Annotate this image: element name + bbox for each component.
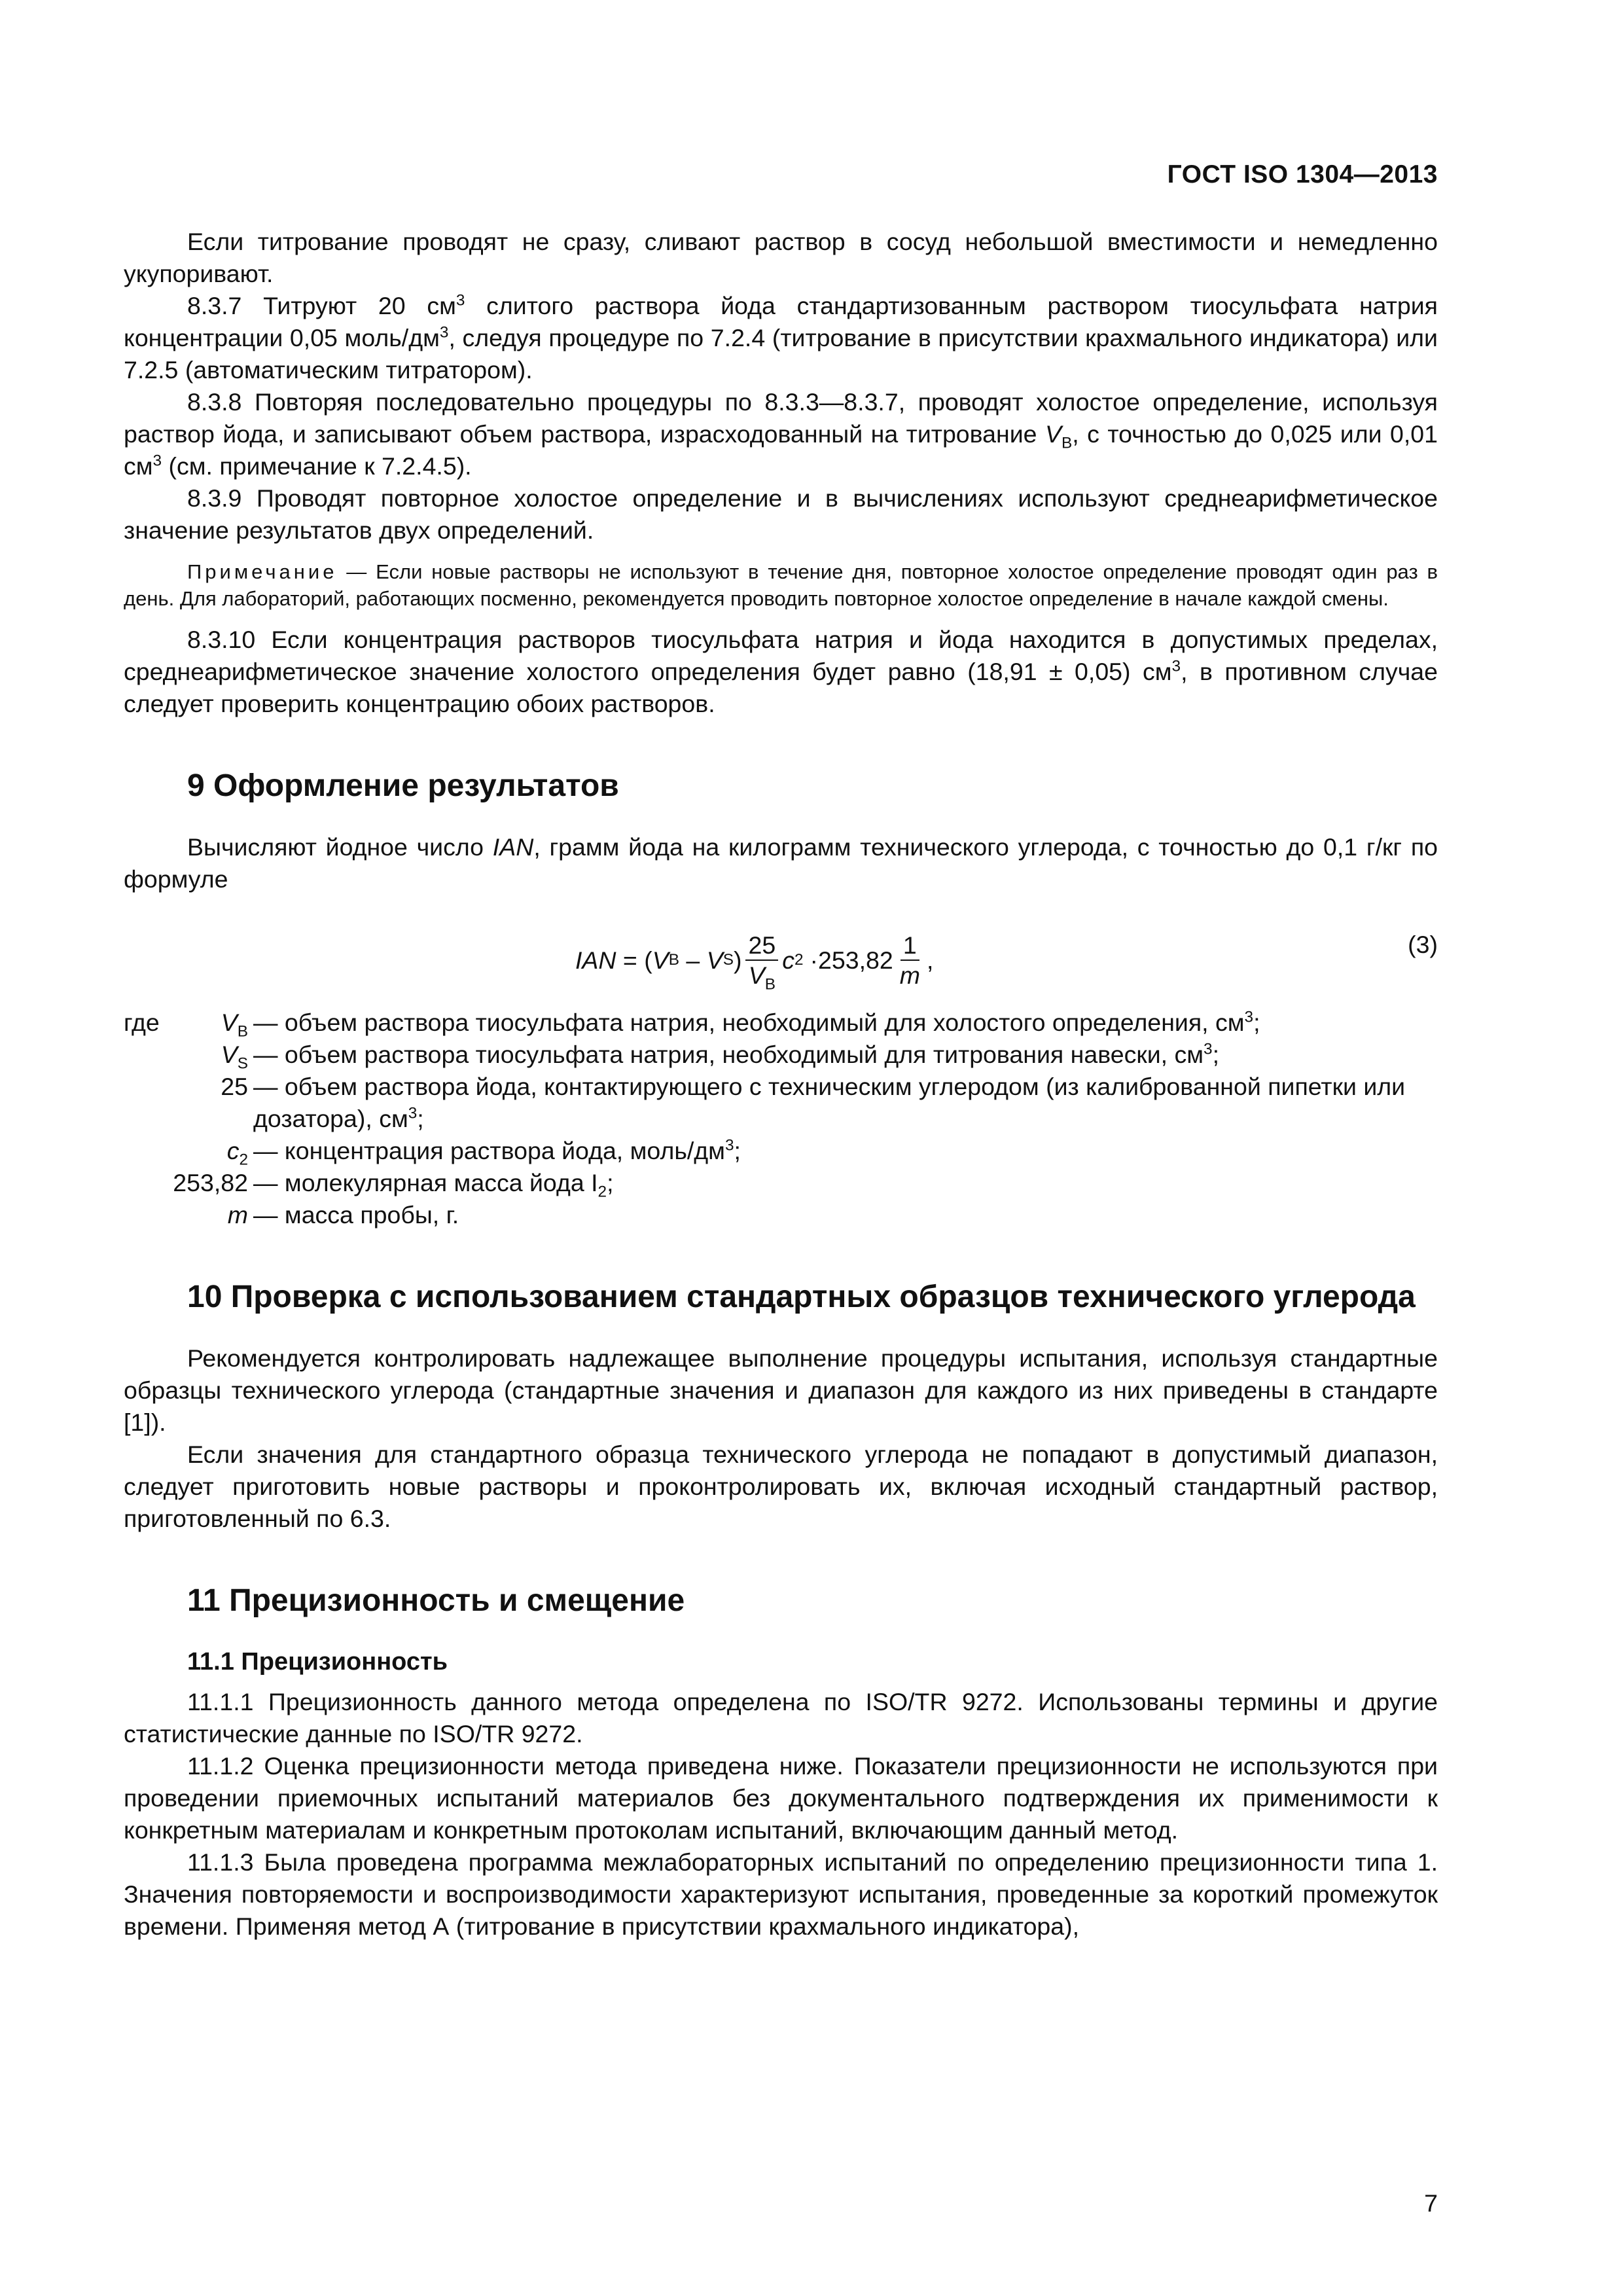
legend-symbol: m: [227, 1201, 248, 1229]
formula-paren: ): [733, 946, 742, 974]
paragraph-11-1-2: 11.1.2 Оценка прецизионности метода приведена ниже. Показатели прецизионности не используются при проведении приемочных испытаний материалов без документального подтверждения их применимости к конкретным материалам и конкретным протоколам испытаний, включающим данный метод.: [124, 1752, 1438, 1844]
fraction-numerator: 1: [901, 931, 919, 961]
text-run: — объем раствора йода, контактирующего с техническим углеродом (из калиброванной пипетки или дозатора), см: [253, 1073, 1406, 1132]
fraction-1-over-m: [897, 931, 923, 990]
legend-row: [124, 1071, 1438, 1135]
legend-row: [124, 1039, 1438, 1071]
text-run: ;: [1253, 1009, 1260, 1036]
formula-number: (3): [1408, 931, 1438, 958]
fraction-denominator: [746, 961, 778, 994]
legend-symbol: [183, 1039, 248, 1071]
text-run: Вычисляют йодное число: [187, 833, 493, 861]
superscript: 3: [1171, 657, 1181, 675]
standard-code-header: ГОСТ ISO 1304—2013: [1167, 160, 1438, 188]
formula-comma: ,: [926, 946, 934, 974]
legend-text: [248, 1167, 1438, 1199]
formula-variable: V: [652, 946, 669, 974]
paragraph-section-10-2: Если значения для стандартного образца технического углерода не попадают в допустимый диапазон, следует приготовить новые растворы и проконтролировать их, включая исходный стандартный раствор, приготовленный по 6.3.: [124, 1441, 1438, 1532]
text-run: — концентрация раствора йода, моль/дм: [253, 1137, 725, 1164]
paragraph-section-9: [124, 831, 1438, 895]
legend-sub: S: [237, 1054, 248, 1073]
superscript: 3: [1244, 1008, 1254, 1026]
legend-var: V: [221, 1041, 238, 1068]
section-9-heading: 9 Оформление результатов: [187, 768, 619, 803]
formula-variable: V: [706, 946, 723, 974]
page-body: [124, 226, 1438, 1943]
legend-lead: где: [124, 1009, 160, 1036]
formula-variable: V: [748, 961, 765, 989]
fraction-denominator: m: [899, 961, 920, 989]
text-run: ;: [1212, 1041, 1220, 1068]
section-10-heading: 10 Проверка с использованием стандартных образцов технического углерода: [187, 1280, 1416, 1314]
legend-row: [124, 1199, 1438, 1231]
text-run: 8.3.8 Повторяя последовательно процедуры по 8.3.3—8.3.7, проводят холостое определение, используя раствор йода, и записывают объем раствора, израсходованный на титрование: [124, 388, 1438, 448]
superscript: 3: [408, 1104, 418, 1122]
legend-row: [124, 1007, 1438, 1039]
fraction-25-over-vb: [745, 931, 778, 994]
note-label: Примечание: [187, 560, 338, 583]
legend-symbol: [183, 1007, 248, 1039]
text-run: ;: [734, 1137, 741, 1164]
legend-var: V: [221, 1009, 238, 1036]
paragraph-8-3-10: [124, 624, 1438, 720]
subscript: 2: [597, 1183, 607, 1201]
formula-minus: –: [679, 946, 707, 974]
legend-text: [248, 1071, 1438, 1135]
legend-sub: B: [237, 1022, 248, 1041]
text-run: 8.3.7 Титруют 20 см: [187, 292, 456, 319]
paragraph-8-3-9: 8.3.9 Проводят повторное холостое определение и в вычислениях используют среднеарифметическое значение результатов двух определений.: [124, 484, 1438, 544]
legend-row: [124, 1167, 1438, 1199]
text-run: , с точностью до 0,025 или 0,01 см: [124, 420, 1438, 480]
text-run: ;: [417, 1105, 424, 1132]
fraction-numerator: 25: [745, 931, 778, 961]
paragraph-8-3-8: [124, 386, 1438, 482]
formula-legend: [124, 1007, 1438, 1231]
subscript: B: [1061, 434, 1073, 452]
text-run: (см. примечание к 7.2.4.5).: [162, 452, 472, 480]
text-run: ;: [607, 1169, 614, 1196]
superscript: 3: [439, 323, 449, 342]
text-run: — молекулярная масса йода I: [253, 1169, 598, 1196]
legend-text: — масса пробы, г.: [253, 1201, 459, 1229]
formula-lhs: IAN: [575, 946, 616, 974]
page-number: 7: [1424, 2189, 1438, 2217]
text-run: 8.3.10 Если концентрация растворов тиосульфата натрия и йода находится в допустимых пределах, среднеарифметическое значение холостого определения будет равно (18,91 ± 0,05) см: [124, 626, 1438, 685]
text-run: , в противном случае следует проверить концентрацию обоих растворов.: [124, 658, 1438, 717]
text-run: , следуя процедуре по 7.2.4 (титрование в присутствии крахмального индикатора) или 7.2.5 (автоматическим титратором).: [124, 324, 1438, 384]
variable: IAN: [492, 833, 534, 861]
note: [124, 558, 1438, 612]
paragraph-intro: Если титрование проводят не сразу, сливают раствор в сосуд небольшой вместимости и немедленно укупоривают.: [124, 228, 1438, 287]
formula-expression: IAN = ( V B – V S ) $\frac{25}{V_B}$ c 2 · 253,82 $\frac{1}{m}$ ,: [575, 931, 934, 994]
formula-equals: = (: [616, 946, 652, 974]
note-text: — Если новые растворы не используют в течение дня, повторное холостое определение проводят один раз в день. Для лабораторий, работающих посменно, рекомендуется проводить повторное холостое определение в начале каждой смены.: [124, 560, 1438, 610]
superscript: 3: [455, 291, 465, 310]
formula-constant: 253,82: [818, 946, 893, 974]
legend-row: [124, 1135, 1438, 1167]
paragraph-section-10-1: Рекомендуется контролировать надлежащее выполнение процедуры испытания, используя стандартные образцы технического углерода (стандартные значения и диапазон для каждого из них приведены в стандарте [1]).: [124, 1344, 1438, 1436]
legend-text: [248, 1135, 1438, 1167]
variable: V: [1045, 420, 1062, 448]
legend-text: [248, 1039, 1438, 1071]
legend-symbol: 25: [221, 1073, 248, 1100]
formula-multiply: ·: [810, 946, 819, 974]
legend-sub: 2: [239, 1151, 248, 1169]
superscript: 3: [724, 1136, 734, 1155]
formula-subscript: B: [764, 975, 776, 994]
text-run: , грамм йода на килограмм технического углерода, с точностью до 0,1 г/кг по формуле: [124, 833, 1438, 893]
superscript: 3: [1204, 1040, 1213, 1058]
section-11-heading: 11 Прецизионность и смещение: [187, 1583, 685, 1618]
legend-symbol: 253,82: [173, 1169, 248, 1196]
text-run: — объем раствора тиосульфата натрия, необходимый для титрования навески, см: [253, 1041, 1204, 1068]
formula-3: [124, 907, 1438, 992]
paragraph-8-3-7: [124, 290, 1438, 386]
paragraph-11-1-1: 11.1.1 Прецизионность данного метода определена по ISO/TR 9272. Использованы термины и другие статистические данные по ISO/TR 9272.: [124, 1688, 1438, 1748]
legend-symbol: [183, 1135, 248, 1167]
formula-variable: c: [782, 946, 794, 974]
text-run: слитого раствора йода стандартизованным раствором тиосульфата натрия концентрации 0,05 моль/дм: [124, 292, 1438, 351]
superscript: 3: [152, 452, 162, 470]
paragraph-11-1-3: 11.1.3 Была проведена программа межлабораторных испытаний по определению прецизионности типа 1. Значения повторяемости и воспроизводимости характеризуют испытания, проведенные за короткий промежуток времени. Применяя метод А (титрование в присутствии крахмального индикатора),: [124, 1848, 1438, 1940]
legend-var: c: [226, 1137, 240, 1164]
subsection-11-1-heading: 11.1 Прецизионность: [187, 1648, 448, 1676]
text-run: — объем раствора тиосульфата натрия, необходимый для холостого определения, см: [253, 1009, 1245, 1036]
legend-text: [248, 1007, 1438, 1039]
